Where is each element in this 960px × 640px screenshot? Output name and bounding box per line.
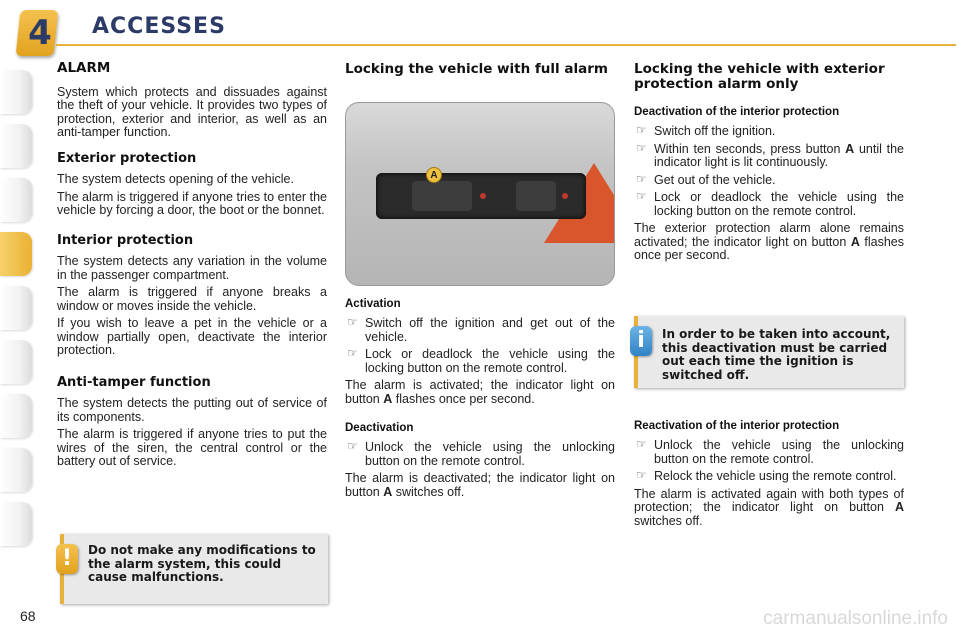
side-tab-4-active[interactable] [0, 232, 32, 276]
column-reactivation [634, 420, 904, 532]
deactivation-heading: Deactivation [345, 422, 414, 434]
side-tab-6[interactable] [0, 340, 32, 384]
exterior-p2: The alarm is triggered if anyone tries to enter the vehicle by forcing a door, the boot or the bonnet. [57, 189, 327, 217]
list-item: ☞ Switch off the ignition. [634, 125, 904, 139]
exterior-p1: The system detects opening of the vehicle. [57, 172, 294, 186]
watermark: carmanualsonline.info [763, 608, 948, 629]
alarm-button-photo [345, 102, 615, 286]
side-tab-5[interactable] [0, 286, 32, 330]
info-icon: i [630, 326, 652, 356]
interior-protection-heading: Interior protection [57, 232, 194, 248]
activation-heading: Activation [345, 298, 401, 310]
list-item: ☞ Unlock the vehicle using the unlocking button on the remote control. [634, 439, 904, 466]
deactivation-list [345, 441, 615, 468]
list-item: ☞ Get out of the vehicle. [634, 174, 904, 188]
full-alarm-heading: Locking the vehicle with full alarm [345, 61, 608, 77]
column-alarm [57, 62, 327, 473]
alarm-button-image [412, 181, 472, 211]
side-tab-3[interactable] [0, 178, 32, 222]
reactivation-heading: Reactivation of the interior protection [634, 420, 840, 432]
chapter-number: 4 [28, 13, 52, 53]
warning-icon: ! [56, 544, 78, 574]
column-full-alarm-body [345, 298, 615, 503]
list-item: ☞ Unlock the vehicle using the unlocking button on the remote control. [345, 441, 615, 468]
exterior-only-result: The exterior protection alarm alone remains activated; the indicator light on button A flashes once per second. [634, 221, 904, 262]
console-panel [376, 173, 586, 219]
interior-p2: The alarm is triggered if anyone breaks a window or moves inside the vehicle. [57, 285, 327, 313]
side-tab-7[interactable] [0, 394, 32, 438]
button-a-marker: A [426, 167, 442, 183]
exterior-protection-heading: Exterior protection [57, 150, 197, 166]
alarm-intro: System which protects and dissuades against the theft of your vehicle. It provides two types of protection, exterior and interior, as well as an anti-tamper function. [57, 84, 327, 139]
side-tab-8[interactable] [0, 448, 32, 492]
page-number: 68 [20, 608, 36, 624]
activation-list [345, 317, 615, 375]
page-title: ACCESSES [92, 14, 226, 39]
indicator-light [480, 193, 486, 199]
antitamper-p1: The system detects the putting out of service of its components. [57, 396, 327, 424]
side-tab-9[interactable] [0, 502, 32, 546]
antitamper-p2: The alarm is triggered if anyone tries to put the wires of the siren, the central control or the battery out of service. [57, 427, 327, 468]
interior-p1: The system detects any variation in the volume in the passenger compartment. [57, 254, 327, 282]
deactivation-interior-heading: Deactivation of the interior protection [634, 106, 840, 118]
antitamper-heading: Anti-tamper function [57, 374, 211, 390]
deactivation-interior-list [634, 125, 904, 218]
info-note [634, 316, 904, 388]
side-tab-1[interactable] [0, 70, 32, 114]
list-item: ☞ Lock or deadlock the vehicle using the locking button on the remote control. [345, 348, 615, 375]
list-item: ☞ Relock the vehicle using the remote control. [634, 470, 904, 484]
alarm-heading: ALARM [57, 60, 111, 76]
lock-button-image [516, 181, 556, 211]
exterior-only-heading: Locking the vehicle with exterior protection alarm only [634, 61, 885, 92]
info-note-text: In order to be taken into account, this deactivation must be carried out each time the ignition is switched off. [662, 327, 891, 382]
side-tab-2[interactable] [0, 124, 32, 168]
activation-result: The alarm is activated; the indicator light on button A flashes once per second. [345, 378, 615, 406]
interior-p3: If you wish to leave a pet in the vehicle or a window partially open, deactivate the interior protection. [57, 316, 327, 357]
reactivation-result: The alarm is activated again with both types of protection; the indicator light on button A switches off. [634, 486, 904, 528]
column-full-alarm [345, 62, 615, 87]
reactivation-list [634, 439, 904, 484]
warning-note [60, 534, 328, 604]
lock-indicator-light [562, 193, 568, 199]
warning-note-text: Do not make any modifications to the alarm system, this could cause malfunctions. [88, 543, 316, 584]
deactivation-result: The alarm is deactivated; the indicator light on button A switches off. [345, 471, 615, 499]
list-item: ☞ Switch off the ignition and get out of the vehicle. [345, 317, 615, 344]
header-divider [56, 44, 956, 46]
list-item: ☞ Within ten seconds, press button A until the indicator light is lit continuously. [634, 143, 904, 170]
list-item: ☞ Lock or deadlock the vehicle using the locking button on the remote control. [634, 191, 904, 218]
column-exterior-only [634, 62, 904, 267]
